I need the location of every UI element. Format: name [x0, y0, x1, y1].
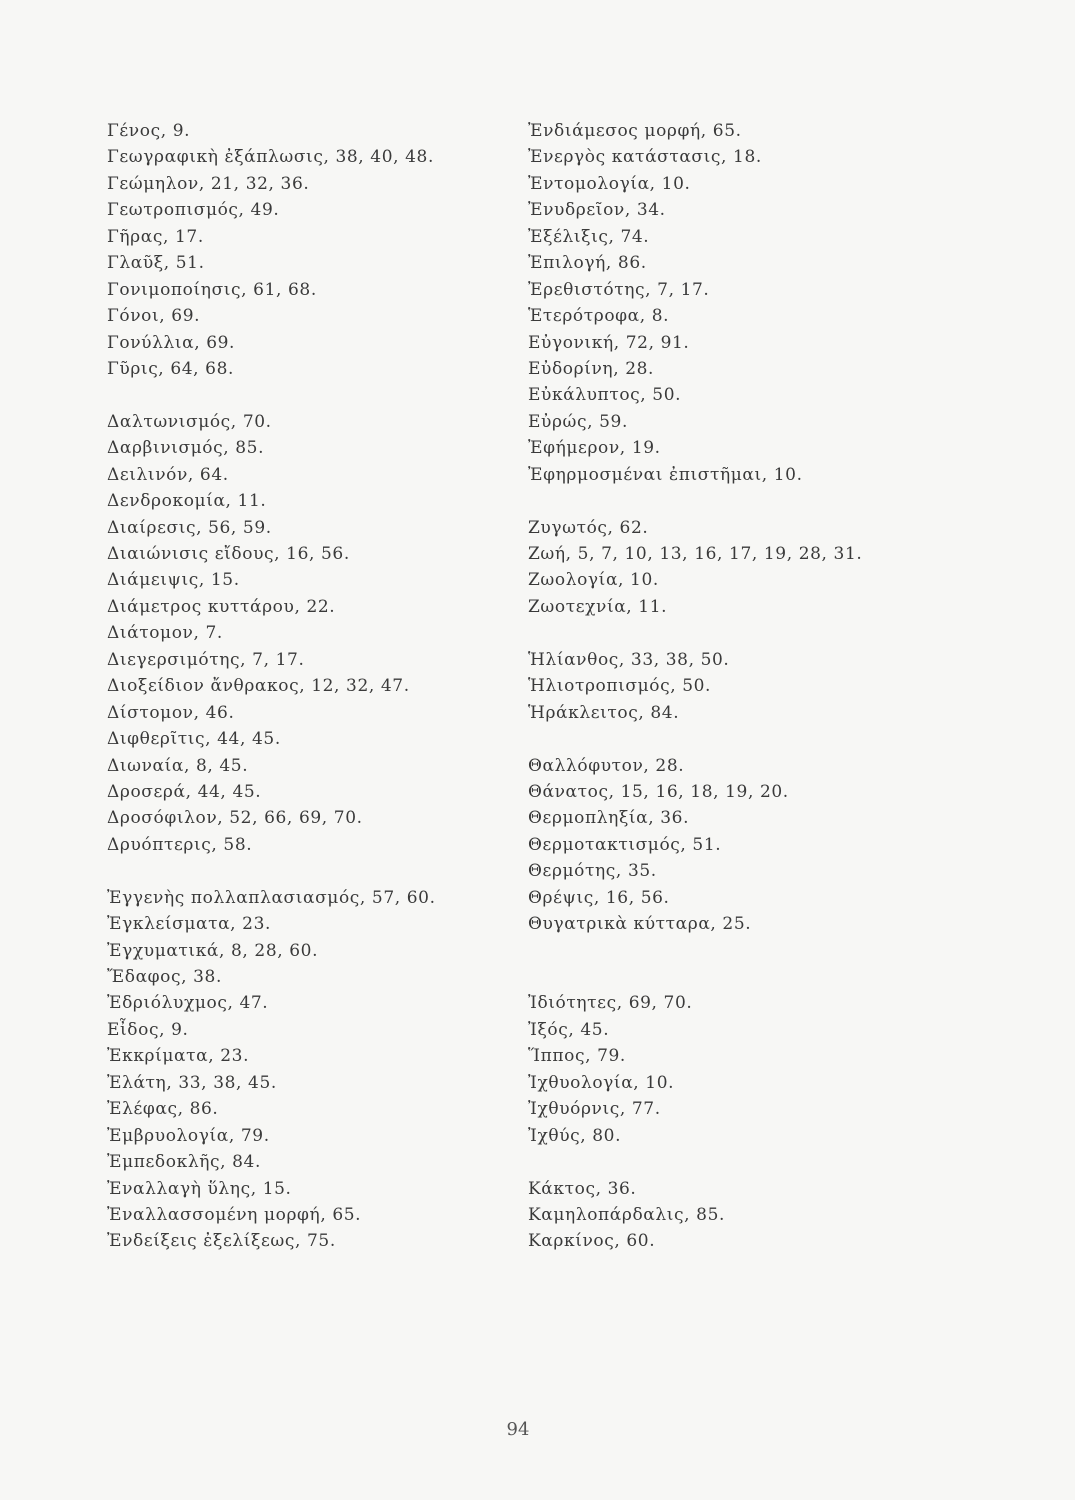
index-entry: Ἰδιότητες, 69, 70.	[528, 993, 693, 1014]
index-entry: Ἐγγενὴς πολλαπλασιασμός, 57, 60.	[107, 887, 436, 908]
index-entry: Γῦρις, 64, 68.	[107, 358, 234, 379]
index-entry: Διάμετρος κυττάρου, 22.	[107, 596, 336, 617]
index-entry: Ἐνυδρεῖον, 34.	[528, 200, 666, 221]
index-column-right	[528, 118, 1048, 1255]
index-entry: Εὐκάλυπτος, 50.	[528, 385, 682, 406]
index-entry: Ἐναλλασσομένη μορφή, 65.	[107, 1204, 362, 1225]
index-entry: Διάτομον, 7.	[107, 623, 223, 644]
page-number: 94	[506, 1419, 530, 1440]
index-entry: Δροσόφιλον, 52, 66, 69, 70.	[107, 808, 363, 829]
index-entry: Δαλτωνισμός, 70.	[107, 411, 272, 432]
index-entry: Ἰχθύς, 80.	[528, 1125, 622, 1146]
index-entry: Γένος, 9.	[107, 121, 191, 141]
index-entry: Ἐφηρμοσμέναι ἐπιστῆμαι, 10.	[528, 464, 803, 485]
index-entry: Ἐφήμερον, 19.	[528, 438, 661, 459]
index-entry: Ἐναλλαγὴ ὕλης, 15.	[107, 1178, 292, 1199]
index-entry: Ζωοτεχνία, 11.	[528, 596, 668, 617]
index-entry: Ἐγχυματικά, 8, 28, 60.	[107, 940, 319, 961]
index-entry: Δίστομον, 46.	[107, 702, 235, 723]
index-entry: Ἔδαφος, 38.	[107, 967, 222, 987]
section-gap	[528, 726, 1048, 752]
index-entry: Γεωγραφικὴ ἐξάπλωσις, 38, 40, 48.	[107, 147, 434, 168]
index-entry: Ἰχθυολογία, 10.	[528, 1072, 675, 1093]
section-gap	[528, 938, 1048, 964]
section-gap	[107, 382, 507, 408]
index-entry: Ἐμβρυολογία, 79.	[107, 1125, 270, 1146]
index-entry: Γόνοι, 69.	[107, 306, 201, 327]
index-entry: Ἐλέφας, 86.	[107, 1099, 219, 1120]
index-entry: Καμηλοπάρδαλις, 85.	[528, 1204, 725, 1225]
index-entry: Θάνατος, 15, 16, 18, 19, 20.	[528, 781, 789, 802]
index-entry: Δενδροκομία, 11.	[107, 491, 267, 512]
index-entry: Ἡλιοτροπισμός, 50.	[528, 676, 712, 697]
index-entry: Ζωολογία, 10.	[528, 570, 659, 591]
index-entry: Δροσερά, 44, 45.	[107, 781, 262, 802]
index-entry: Θερμοπληξία, 36.	[528, 808, 690, 829]
section-gap	[528, 964, 1048, 990]
index-entry: Ἰξός, 45.	[528, 1019, 610, 1040]
index-entry: Καρκίνος, 60.	[528, 1231, 656, 1252]
index-entry: Θρέψις, 16, 56.	[528, 887, 670, 908]
index-entry: Ἡλίανθος, 33, 38, 50.	[528, 649, 730, 670]
index-entry: Διάμειψις, 15.	[107, 570, 240, 591]
index-entry: Δαρβινισμός, 85.	[107, 438, 265, 459]
index-entry: Ἐλάτη, 33, 38, 45.	[107, 1072, 277, 1093]
index-entry: Εὐγονική, 72, 91.	[528, 332, 690, 353]
index-entry: Ἐνεργὸς κατάστασις, 18.	[528, 147, 762, 168]
index-entry: Γεώμηλον, 21, 32, 36.	[107, 173, 310, 194]
index-entry: Ἐντομολογία, 10.	[528, 173, 691, 194]
index-entry: Ἐνδιάμεσος μορφή, 65.	[528, 121, 742, 141]
index-entry: Δρυόπτερις, 58.	[107, 834, 253, 855]
index-entry: Θερμότης, 35.	[528, 861, 657, 882]
index-entry: Ἐξέλιξις, 74.	[528, 226, 650, 247]
index-entry: Ζωή, 5, 7, 10, 13, 16, 17, 19, 28, 31.	[528, 544, 863, 564]
index-entry: Διεγερσιμότης, 7, 17.	[107, 649, 305, 670]
index-entry: Εἶδος, 9.	[107, 1019, 189, 1040]
index-entry: Γονιμοποίησις, 61, 68.	[107, 279, 317, 300]
index-entry: Γλαῦξ, 51.	[107, 253, 205, 274]
index-entry: Διαιώνισις εἴδους, 16, 56.	[107, 544, 350, 564]
index-entry: Ἐνδείξεις ἐξελίξεως, 75.	[107, 1231, 336, 1252]
index-entry: Ζυγωτός, 62.	[528, 517, 649, 538]
index-entry: Διωναία, 8, 45.	[107, 755, 249, 776]
index-entry: Ἐρεθιστότης, 7, 17.	[528, 279, 710, 300]
index-entry: Διφθερῖτις, 44, 45.	[107, 729, 281, 750]
index-entry: Ἐμπεδοκλῆς, 84.	[107, 1152, 261, 1173]
index-entry: Δειλινόν, 64.	[107, 464, 229, 485]
index-entry: Γῆρας, 17.	[107, 226, 204, 247]
index-entry: Ἑτερότροφα, 8.	[528, 306, 670, 327]
index-entry: Ἐγκλείσματα, 23.	[107, 914, 271, 935]
index-entry: Γονύλλια, 69.	[107, 332, 236, 353]
index-entry: Θυγατρικὰ κύτταρα, 25.	[528, 914, 752, 935]
index-entry: Διαίρεσις, 56, 59.	[107, 517, 272, 538]
index-entry: Διοξείδιον ἄνθρακος, 12, 32, 47.	[107, 676, 410, 697]
index-entry: Γεωτροπισμός, 49.	[107, 200, 280, 221]
index-entry: Ἐπιλογή, 86.	[528, 253, 647, 274]
index-entry: Εὐδορίνη, 28.	[528, 358, 655, 379]
index-entry: Θαλλόφυτον, 28.	[528, 755, 685, 776]
index-column-left	[107, 118, 507, 1255]
index-entry: Ἐδριόλυχμος, 47.	[107, 993, 269, 1014]
index-entry: Ἡράκλειτος, 84.	[528, 702, 680, 723]
index-entry: Εὐρώς, 59.	[528, 411, 628, 432]
section-gap	[107, 858, 507, 884]
index-entry: Κάκτος, 36.	[528, 1178, 637, 1199]
section-gap	[528, 1149, 1048, 1175]
index-entry: Ἵππος, 79.	[528, 1046, 626, 1067]
index-entry: Ἰχθυόρνις, 77.	[528, 1099, 661, 1120]
section-gap	[528, 488, 1048, 514]
index-entry: Θερμοτακτισμός, 51.	[528, 834, 722, 855]
section-gap	[528, 620, 1048, 646]
index-entry: Ἐκκρίματα, 23.	[107, 1046, 250, 1067]
